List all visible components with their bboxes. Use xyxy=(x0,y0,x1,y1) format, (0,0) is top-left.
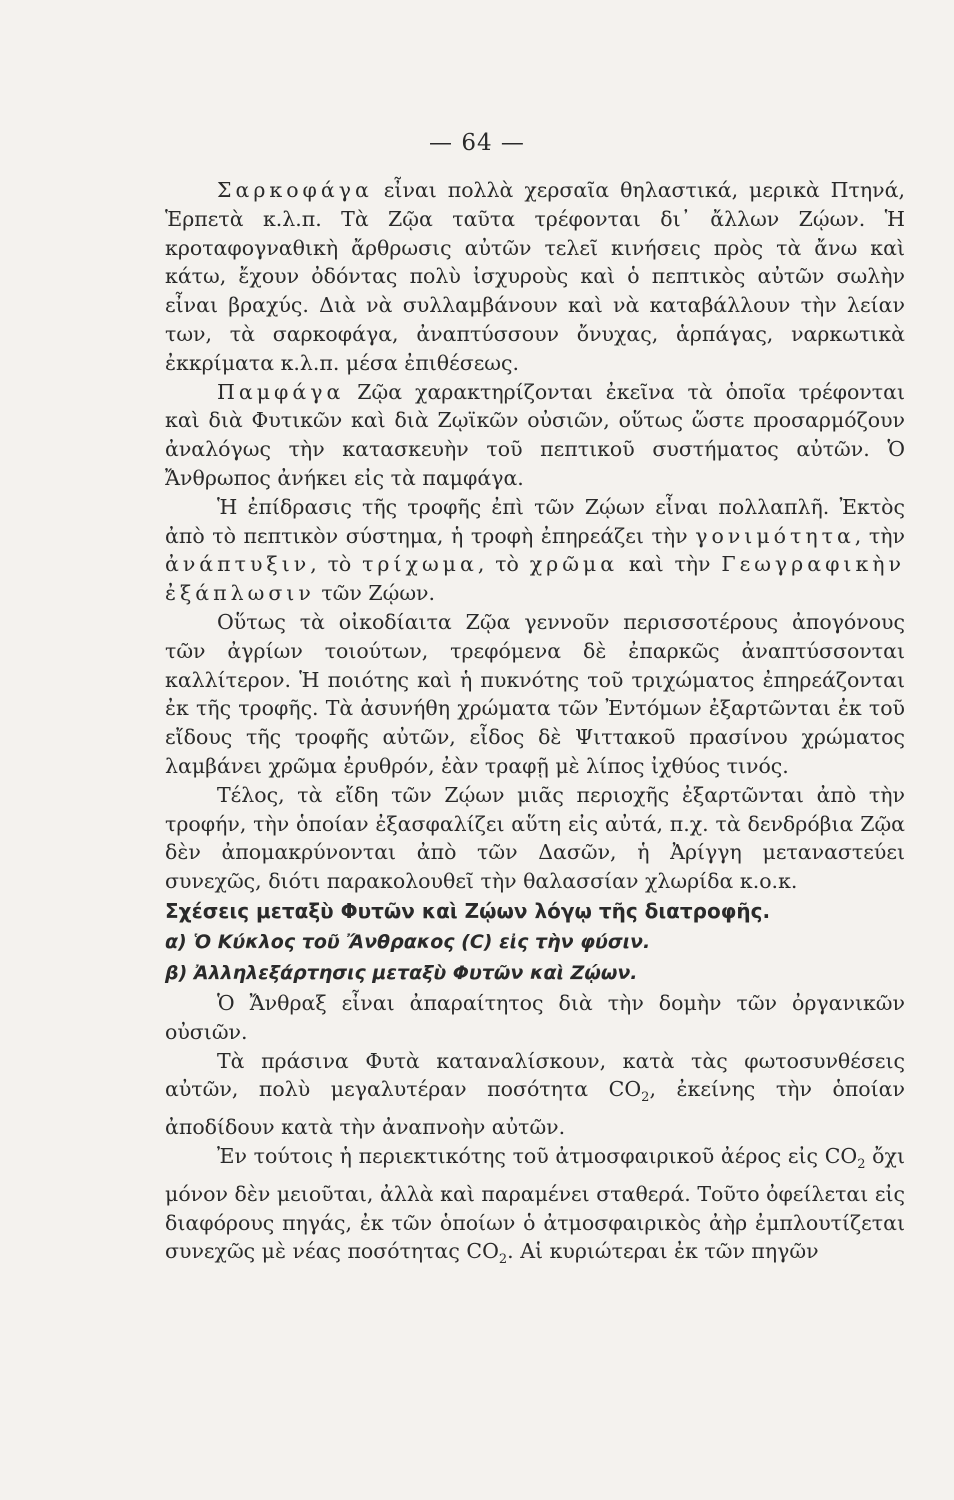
term-color: χρῶμα xyxy=(529,552,619,577)
subscript: 2 xyxy=(498,1252,508,1268)
paragraph-species-distribution: Τέλος, τὰ εἴδη τῶν Ζῴων μιᾶς περιοχῆς ἐξαρτῶνται ἀπὸ τὴν τροφήν, τὴν ὁποίαν ἐξασφαλίζει αὕτη εἰς αὐτά, π.χ. τὰ δενδρόβια Ζῷα δὲν ἀπομακρύνονται ἀπὸ τῶν Δασῶν, ἡ Ἀρίγγη μεταναστεύει συνεχῶς, διότι παρακολουθεῖ τὴν θαλασσίαν χλωρίδα κ.ο.κ. xyxy=(165,782,905,894)
term-fur: τρίχωμα xyxy=(362,552,478,577)
paragraph-food-effects xyxy=(165,493,905,608)
paragraph-carnivores xyxy=(165,176,905,378)
paragraph-text: καὶ τὴν xyxy=(618,552,722,577)
term-geographic-distribution: Γεωγραφικὴν ἐξάπλωσιν xyxy=(165,552,906,606)
paragraph-photosynthesis xyxy=(165,1047,905,1142)
page-number: — 64 — xyxy=(429,130,525,156)
paragraph-text: , ἐκείνης τὴν ὁποίαν ἀποδίδουν κατὰ τὴν ἀναπνοὴν αὐτῶν. xyxy=(165,1077,905,1140)
paragraph-domestic-animals: Οὕτως τὰ οἰκοδίαιτα Ζῷα γεννοῦν περισσοτέρους ἀπογόνους τῶν ἀγρίων τοιούτων, τρεφόμενα δὲ ἐπαρκῶς ἀναπτύσσονται καλλίτερον. Ἡ ποιότης καὶ ἡ πυκνότης τοῦ τριχώματος ἐπηρεάζονται ἐκ τῆς τροφῆς. Τὰ ἀσυνήθη χρώματα τῶν Ἐντόμων ἐξαρτῶνται ἐκ τοῦ εἴδους τῆς τροφῆς αὐτῶν, εἶδος δὲ Ψιττακοῦ πρασίνου χρώματος λαμβάνει χρῶμα ἐρυθρόν, ἐὰν τραφῇ μὲ λίπος ἰχθύος τινός. xyxy=(165,609,905,778)
paragraph-carbon: Ὁ Ἄνθραξ εἶναι ἀπαραίτητος διὰ τὴν δομὴν τῶν ὀργανικῶν οὐσιῶν. xyxy=(165,990,905,1044)
paragraph-text: Ζῷα χαρακτηρίζονται ἐκεῖνα τὰ ὁποῖα τρέφονται καὶ διὰ Φυτικῶν καὶ διὰ Ζῳϊκῶν οὐσιῶν, οὕτως ὥστε προσαρμόζουν ἀναλόγως τὴν κατασκευὴν τοῦ πεπτικοῦ συστήματος αὐτῶν. Ὁ Ἄνθρωπος ἀνήκει εἰς τὰ παμφάγα. xyxy=(165,379,905,490)
paragraph-text: , τὸ xyxy=(310,552,363,577)
paragraph-atmosphere-co2 xyxy=(165,1142,905,1275)
term-carnivores: Σαρκοφάγα xyxy=(217,178,373,202)
paragraph-text: Τὰ πράσινα Φυτὰ καταναλίσκουν, κατὰ τὰς φωτοσυνθέσεις αὐτῶν, πολὺ μεγαλυτέραν ποσότητα CO xyxy=(165,1048,905,1102)
paragraph-omnivores xyxy=(165,378,905,493)
paragraph-text: Ἐν τούτοις ἡ περιεκτικότης τοῦ ἀτμοσφαιρικοῦ ἀέρος εἰς CO xyxy=(217,1144,858,1168)
section-heading: Σχέσεις μεταξὺ Φυτῶν καὶ Ζῴων λόγῳ τῆς διατροφῆς. xyxy=(165,898,771,923)
subscript: 2 xyxy=(857,1157,866,1173)
paragraph-text: ὄχι μόνον δὲν μειοῦται, ἀλλὰ καὶ παραμένει σταθερά. Τοῦτο ὀφείλεται εἰς διαφόρους πηγάς, ἐκ τῶν ὁποίων ὁ ἀτμοσφαιρικὸς ἀὴρ ἐμπλουτίζεται συνεχῶς μὲ νέας ποσότητας CO xyxy=(165,1144,905,1264)
term-growth: ἀνάπτυξιν xyxy=(165,552,311,577)
subheading-carbon-cycle: α) Ὁ Κύκλος τοῦ Ἄνθρακος (C) εἰς τὴν φύσιν. xyxy=(165,930,651,953)
paragraph-text: , τὴν xyxy=(854,523,905,548)
term-omnivores: Παμφάγα xyxy=(217,379,345,404)
paragraph-text: τῶν Ζῴων. xyxy=(314,581,436,606)
body-text xyxy=(165,176,905,1275)
paragraph-text: εἶναι πολλὰ χερσαῖα θηλαστικά, μερικὰ Πτηνά, Ἑρπετὰ κ.λ.π. Τὰ Ζῷα ταῦτα τρέφονται δι᾿ ἄλλων Ζῴων. Ἡ κροταφογναθικὴ ἄρθρωσις αὐτῶν τελεῖ κινήσεις πρὸς τὰ ἄνω καὶ κάτω, ἔχουν ὀδόντας πολὺ ἰσχυροὺς καὶ ὁ πεπτικὸς αὐτῶν σωλὴν εἶναι βραχύς. Διὰ νὰ συλλαμβάνουν καὶ νὰ καταβάλλουν τὴν λείαν των, τὰ σαρκοφάγα, ἀναπτύσσουν ὄνυχας, ἁρπάγας, ναρκωτικὰ ἐκκρίματα κ.λ.π. μέσα ἐπιθέσεως. xyxy=(165,178,905,375)
paragraph-text: , τὸ xyxy=(477,552,530,577)
paragraph-text: Ἡ ἐπίδρασις τῆς τροφῆς ἐπὶ τῶν Ζῴων εἶναι πολλαπλῆ. Ἐκτὸς ἀπὸ τὸ πεπτικὸν σύστημα, ἡ τροφὴ ἐπηρεάζει τὴν xyxy=(165,494,905,548)
subscript: 2 xyxy=(641,1090,650,1106)
paragraph-text: . Αἱ κυριώτεραι ἐκ τῶν πηγῶν xyxy=(507,1239,819,1264)
term-fertility: γονιμότητα xyxy=(695,523,855,548)
subheading-interdependence: β) Ἀλληλεξάρτησις μεταξὺ Φυτῶν καὶ Ζῴων. xyxy=(165,961,638,984)
